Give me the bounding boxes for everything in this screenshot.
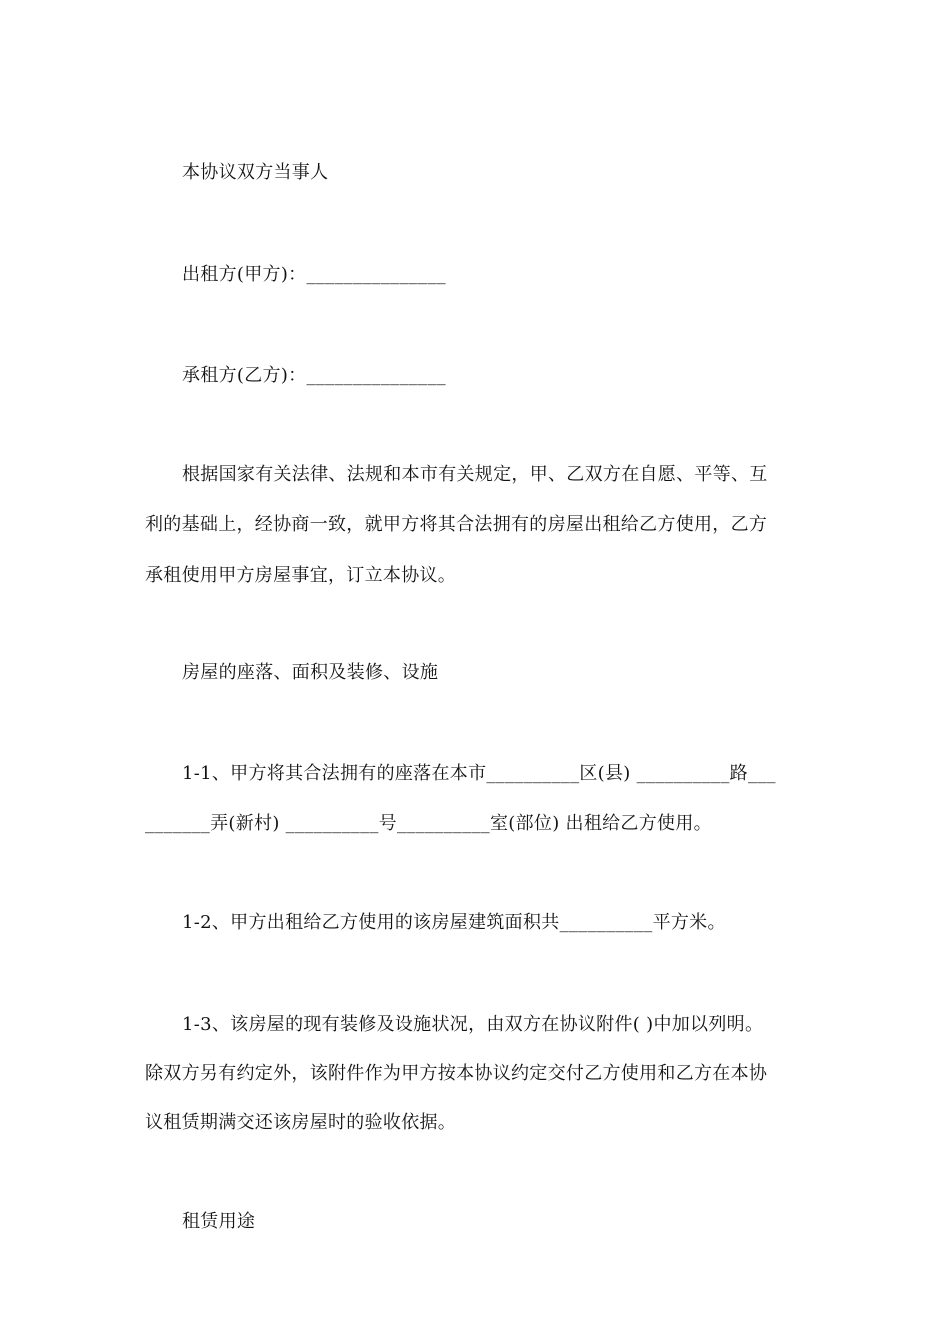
intro-line-2: 利的基础上，经协商一致，就甲方将其合法拥有的房屋出租给乙方使用，乙方 xyxy=(145,514,768,535)
clause-1-1-line-2: _______弄(新村) __________号__________室(部位) 出租给乙方使用。 xyxy=(145,813,712,834)
lessee-line: 承租方(乙方)：_______________ xyxy=(182,365,446,386)
clause-1-3-line-3: 议租赁期满交还该房屋时的验收依据。 xyxy=(145,1112,457,1133)
clause-1-1-line-1: 1-1、甲方将其合法拥有的座落在本市__________区(县) __________路___ xyxy=(182,763,776,784)
heading-location: 房屋的座落、面积及装修、设施 xyxy=(182,662,439,683)
clause-1-3-line-1: 1-3、该房屋的现有装修及设施状况，由双方在协议附件( )中加以列明。 xyxy=(182,1014,764,1035)
clause-1-2: 1-2、甲方出租给乙方使用的该房屋建筑面积共__________平方米。 xyxy=(182,912,726,933)
intro-line-1: 根据国家有关法律、法规和本市有关规定，甲、乙双方在自愿、平等、互 xyxy=(182,464,768,485)
intro-line-3: 承租使用甲方房屋事宜，订立本协议。 xyxy=(145,565,457,586)
lessor-line: 出租方(甲方)：_______________ xyxy=(182,264,446,285)
clause-1-3-line-2: 除双方另有约定外，该附件作为甲方按本协议约定交付乙方使用和乙方在本协 xyxy=(145,1063,768,1084)
heading-purpose: 租赁用途 xyxy=(182,1211,256,1232)
heading-parties: 本协议双方当事人 xyxy=(182,162,329,183)
